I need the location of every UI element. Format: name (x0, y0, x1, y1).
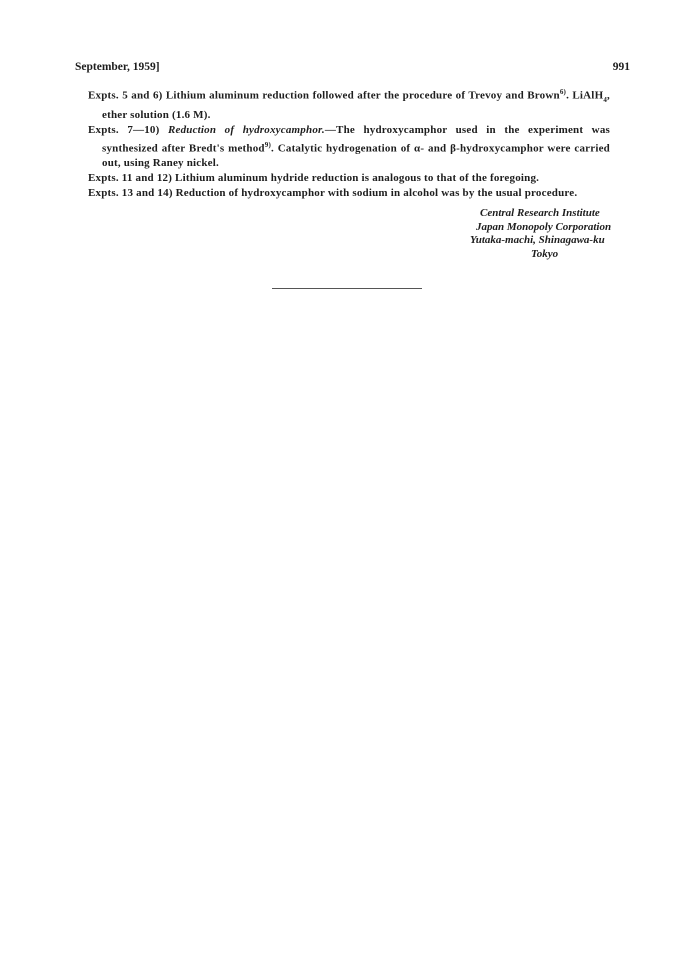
page-number: 991 (612, 61, 630, 73)
header-date: September, 1959] (75, 61, 160, 73)
running-header (75, 61, 630, 77)
paragraph-text: Lithium aluminum reduction followed after the procedure of Trevoy and Brown (162, 89, 560, 102)
formula-subscript: 4 (603, 95, 608, 104)
paragraph-lead: Expts. 7—10) (88, 123, 160, 136)
paragraph-text: , ether solution (1.6 M). (102, 89, 610, 121)
paragraph-expts-5-6 (88, 85, 610, 123)
affiliation-line: Japan Monopoly Corporation (476, 220, 612, 233)
affiliation-line: Tokyo (531, 247, 559, 260)
paragraph-text: . LiAlH (566, 89, 604, 102)
paragraph-lead: Expts. 11 and 12) (88, 172, 173, 185)
paragraph-italic-heading: Reduction of hydroxycamphor. (167, 123, 325, 136)
affiliation-line: Yutaka-machi, Shinagawa-ku (470, 234, 605, 247)
end-rule (272, 288, 422, 289)
reference-superscript: 9) (264, 140, 271, 149)
paragraph-lead: Expts. 13 and 14) (88, 186, 173, 199)
paragraph-text: —The hydroxycamphor used in the experiment was synthesized after Bredt's method (102, 123, 610, 155)
paragraph-text: Reduction of hydroxycamphor with sodium in alcohol was by the usual procedure. (172, 186, 578, 199)
paragraph-expts-11-12 (88, 171, 610, 186)
paragraph-expts-7-10 (88, 123, 610, 171)
paragraph-expts-13-14 (88, 186, 610, 201)
experimental-section (88, 85, 610, 201)
author-affiliation (440, 207, 660, 261)
paragraph-text: Lithium aluminum hydride reduction is analogous to that of the foregoing. (172, 172, 540, 185)
paragraph-lead: Expts. 5 and 6) (88, 89, 163, 102)
paragraph-text: . Catalytic hydrogenation of α- and β-hydroxycamphor were carried out, using Raney nickel. (102, 142, 610, 170)
affiliation-line: Central Research Institute (480, 207, 600, 219)
reference-superscript: 6) (559, 88, 567, 96)
